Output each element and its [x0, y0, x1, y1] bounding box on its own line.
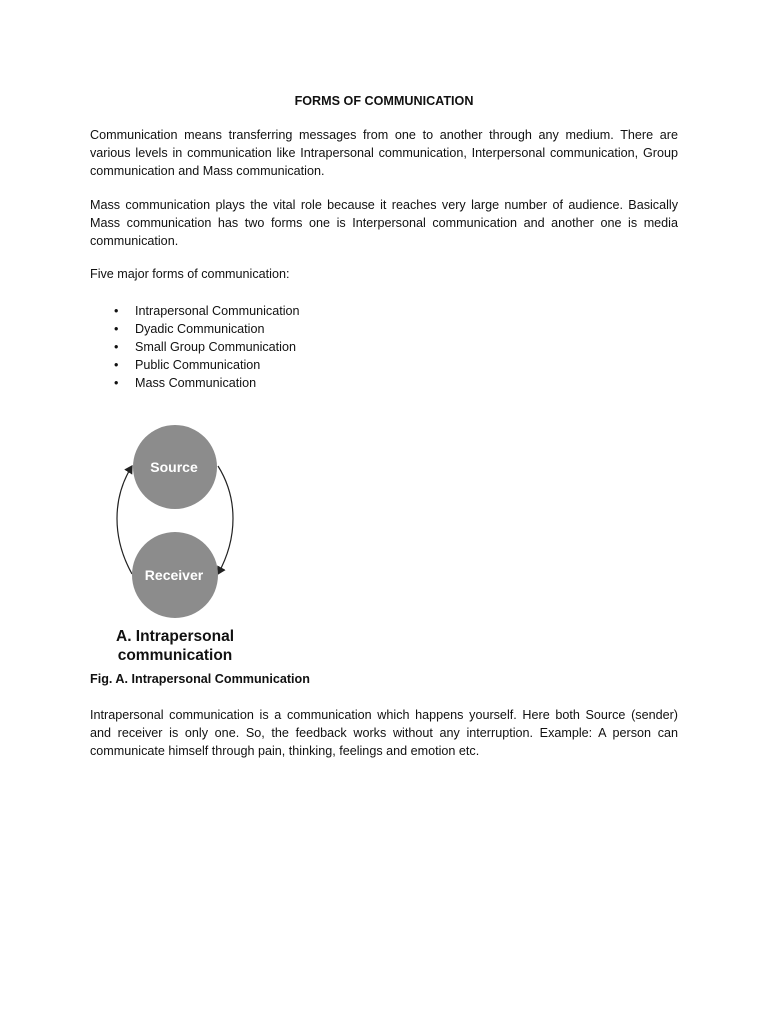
list-item: • Public Communication — [114, 358, 261, 372]
list-item: • Mass Communication — [114, 376, 257, 390]
intro-paragraph: Communication means transferring messages from one to another through any medium. There are various levels in communication like Intrapersonal communication, Interpersonal communication, Group communication and Mass communication. — [90, 128, 678, 178]
page-title: FORMS OF COMMUNICATION — [294, 94, 474, 108]
bullet-icon: • — [114, 358, 119, 372]
list-item: • Intrapersonal Communication — [114, 304, 300, 318]
diagram-caption-line2: communication — [117, 647, 233, 664]
bullet-icon: • — [114, 376, 119, 390]
bullet-icon: • — [114, 304, 119, 318]
mass-communication-paragraph: Mass communication plays the vital role because it reaches very large number of audience. Basically Mass communication has two forms one is Interpersonal communication and another one is media communication. — [90, 198, 678, 248]
forms-list — [90, 302, 300, 392]
feedback-arrow-right — [218, 466, 233, 574]
feedback-arrow-left — [117, 466, 132, 574]
diagram-caption-line1: A. Intrapersonal — [116, 628, 234, 645]
intrapersonal-diagram — [110, 418, 250, 668]
list-item: • Small Group Communication — [114, 340, 296, 354]
closing-paragraph: Intrapersonal communication is a communication which happens yourself. Here both Source (sender) and receiver is only one. So, the feedback works without any interruption. Example: A person can communicate himself through pain, thinking, feelings and emotion etc. — [90, 708, 678, 758]
forms-heading-paragraph: Five major forms of communication: — [90, 267, 290, 281]
bullet-icon: • — [114, 340, 119, 354]
receiver-label: Receiver — [144, 567, 204, 583]
bullet-icon: • — [114, 322, 119, 336]
source-label: Source — [150, 459, 198, 475]
list-item: • Dyadic Communication — [114, 322, 265, 336]
figure-caption: Fig. A. Intrapersonal Communication — [90, 672, 310, 686]
